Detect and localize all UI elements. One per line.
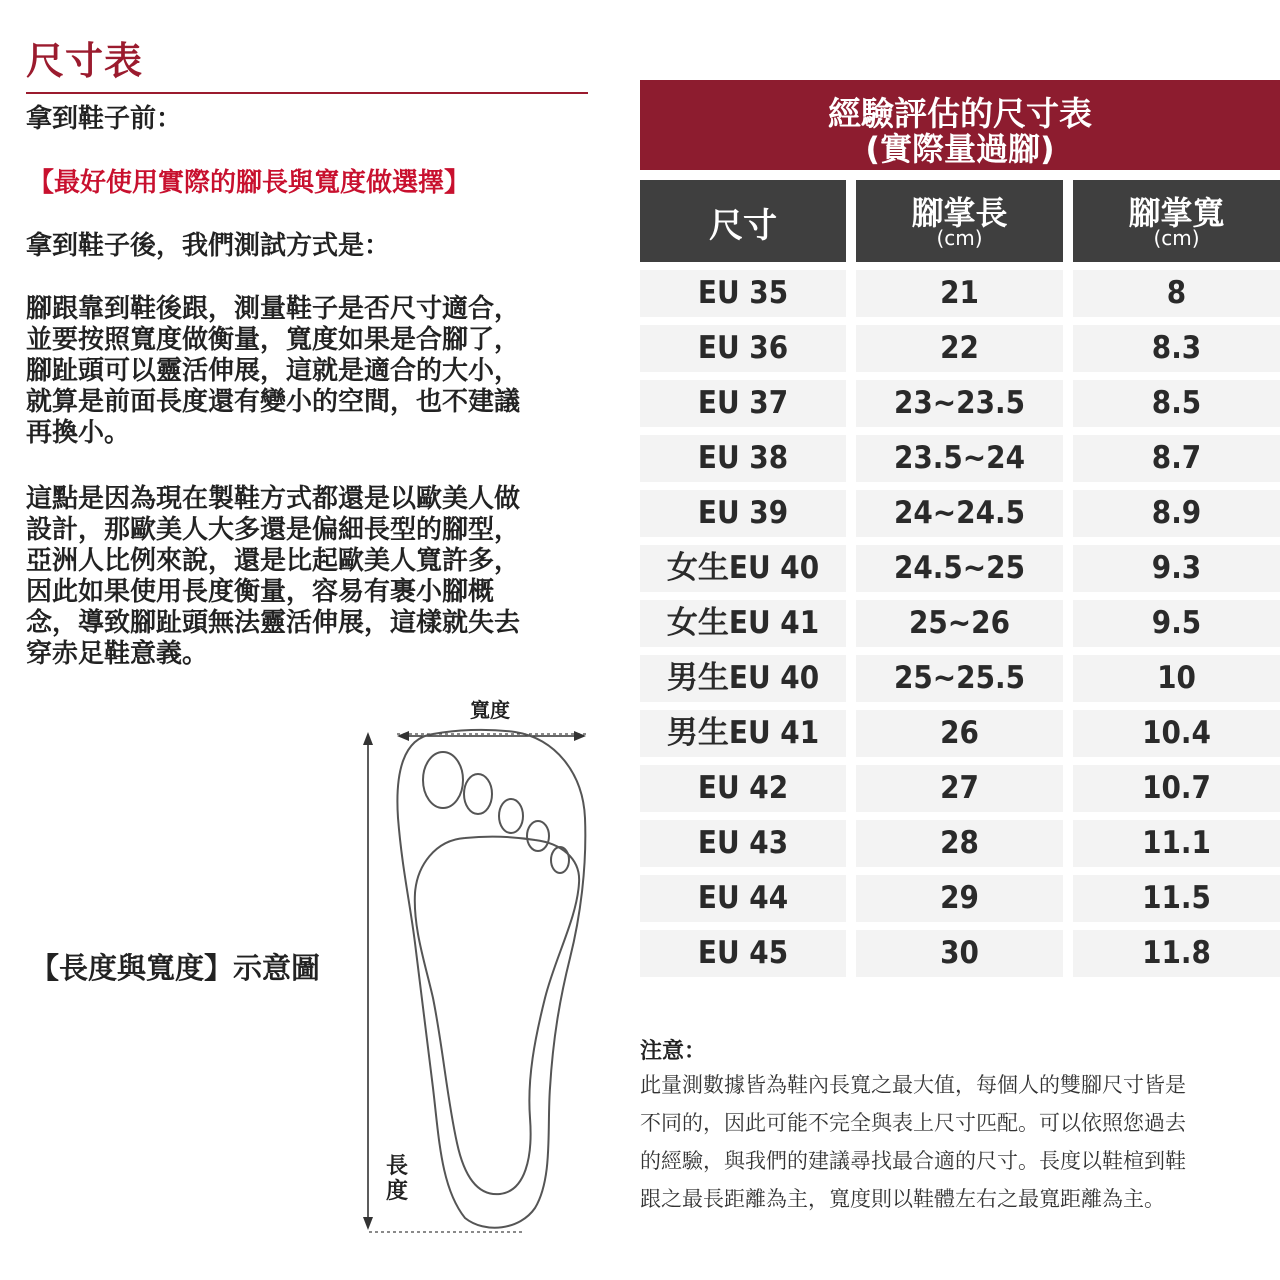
length-cell: 25~25.5 [856,655,1063,702]
size-cell: EU 35 [640,270,846,317]
length-cell: 22 [856,325,1063,372]
paragraph-line: 再換小。 [26,418,131,448]
table-row [640,655,1280,710]
length-cell: 27 [856,765,1063,812]
before-receiving-label: 拿到鞋子前： [26,104,183,134]
size-cell: 男生EU 40 [640,655,846,702]
paragraph-line: 就算是前面長度還有變小的空間，也不建議 [26,387,521,417]
length-cell: 23.5~24 [856,435,1063,482]
width-cell: 11.1 [1073,820,1280,867]
table-title-banner [640,80,1280,170]
header-width-label: 腳掌寬 [1128,194,1225,232]
width-cell: 8.7 [1073,435,1280,482]
notice-line: 的經驗，與我們的建議尋找最合適的尺寸。長度以鞋楦到鞋 [640,1149,1186,1173]
reason-paragraph [26,484,591,670]
table-row [640,435,1280,490]
big-toe [423,752,463,808]
table-row [640,875,1280,930]
length-label-char: 長 [385,1154,408,1179]
foot-outline-diagram [355,718,595,1243]
header-width-unit: (cm) [1153,226,1200,250]
table-row [640,710,1280,765]
table-row [640,600,1280,655]
after-receiving-label: 拿到鞋子後，我們測試方式是： [26,231,391,261]
table-row [640,820,1280,875]
length-cell: 21 [856,270,1063,317]
table-row [640,380,1280,435]
width-cell: 11.8 [1073,930,1280,977]
length-cell: 24.5~25 [856,545,1063,592]
size-cell: 女生EU 41 [640,600,846,647]
size-cell: EU 38 [640,435,846,482]
width-cell: 10.4 [1073,710,1280,757]
table-row [640,930,1280,985]
paragraph-line: 因此如果使用長度衡量，容易有裹小腳概 [26,577,495,607]
length-cell: 25~26 [856,600,1063,647]
length-cell: 28 [856,820,1063,867]
width-cell: 8.3 [1073,325,1280,372]
notice-body [640,1066,1270,1218]
toe-four [527,821,549,851]
size-cell: EU 36 [640,325,846,372]
size-cell: EU 37 [640,380,846,427]
paragraph-line: 腳跟靠到鞋後跟，測量鞋子是否尺寸適合， [26,294,521,324]
notice-title: 注意： [640,1039,707,1064]
table-title: 經驗評估的尺寸表 [828,94,1092,133]
notice-line: 跟之最長距離為主，寬度則以鞋體左右之最寬距離為主。 [640,1187,1165,1211]
header-foot-width [1073,180,1280,262]
size-cell: EU 42 [640,765,846,812]
table-row [640,490,1280,545]
table-subtitle: (實際量過腳) [865,130,1055,168]
page-title: 尺寸表 [26,39,144,83]
header-size [640,180,846,262]
length-cell: 24~24.5 [856,490,1063,537]
width-cell: 9.3 [1073,545,1280,592]
length-cell: 30 [856,930,1063,977]
header-foot-length [856,180,1063,262]
width-cell: 10 [1073,655,1280,702]
paragraph-line: 穿赤足鞋意義。 [26,639,209,669]
toe-three [499,799,523,833]
paragraph-line: 念，導致腳趾頭無法靈活伸展，這樣就失去 [26,608,521,638]
width-cell: 11.5 [1073,875,1280,922]
size-cell: EU 39 [640,490,846,537]
width-cell: 9.5 [1073,600,1280,647]
header-length-label: 腳掌長 [911,194,1008,232]
length-cell: 26 [856,710,1063,757]
paragraph-line: 設計，那歐美人大多還是偏細長型的腳型， [26,515,521,545]
length-cell: 23~23.5 [856,380,1063,427]
table-row [640,270,1280,325]
width-cell: 8 [1073,270,1280,317]
header-size-label: 尺寸 [709,206,777,246]
size-cell: 女生EU 40 [640,545,846,592]
length-label-char: 度 [385,1179,408,1204]
table-row [640,545,1280,600]
paragraph-line: 亞洲人比例來說，還是比起歐美人寬許多， [26,546,521,576]
length-cell: 29 [856,875,1063,922]
title-divider [26,92,588,94]
paragraph-line: 腳趾頭可以靈活伸展，這就是適合的大小， [26,356,521,386]
paragraph-line: 這點是因為現在製鞋方式都還是以歐美人做 [26,484,521,514]
highlight-advice: 【最好使用實際的腳長與寬度做選擇】 [28,168,471,198]
width-cell: 8.9 [1073,490,1280,537]
toe-two [464,774,492,814]
size-table-body [640,270,1280,985]
table-row [640,325,1280,380]
fit-method-paragraph [26,294,591,449]
toe-five [551,847,569,873]
notice-line: 不同的，因此可能不完全與表上尺寸匹配。可以依照您過去 [640,1111,1186,1135]
size-cell: EU 44 [640,875,846,922]
sole-outline [397,730,585,1228]
width-arrow-left-head [397,731,409,741]
size-cell: EU 43 [640,820,846,867]
size-guide-text-panel [0,0,610,1280]
table-row [640,765,1280,820]
length-arrow-top-head [363,732,373,745]
width-cell: 8.5 [1073,380,1280,427]
header-length-unit: (cm) [936,226,983,250]
diagram-caption: 【長度與寬度】示意圖 [30,951,321,985]
size-table-panel [640,0,1280,1280]
paragraph-line: 並要按照寬度做衡量，寬度如果是合腳了， [26,325,521,355]
width-cell: 10.7 [1073,765,1280,812]
width-arrow-right-head [574,731,586,741]
width-label: 寬度 [470,698,510,722]
notice-line: 此量測數據皆為鞋內長寬之最大值，每個人的雙腳尺寸皆是 [640,1073,1186,1097]
size-cell: 男生EU 41 [640,710,846,757]
size-cell: EU 45 [640,930,846,977]
length-arrow-bottom-head [363,1217,373,1230]
